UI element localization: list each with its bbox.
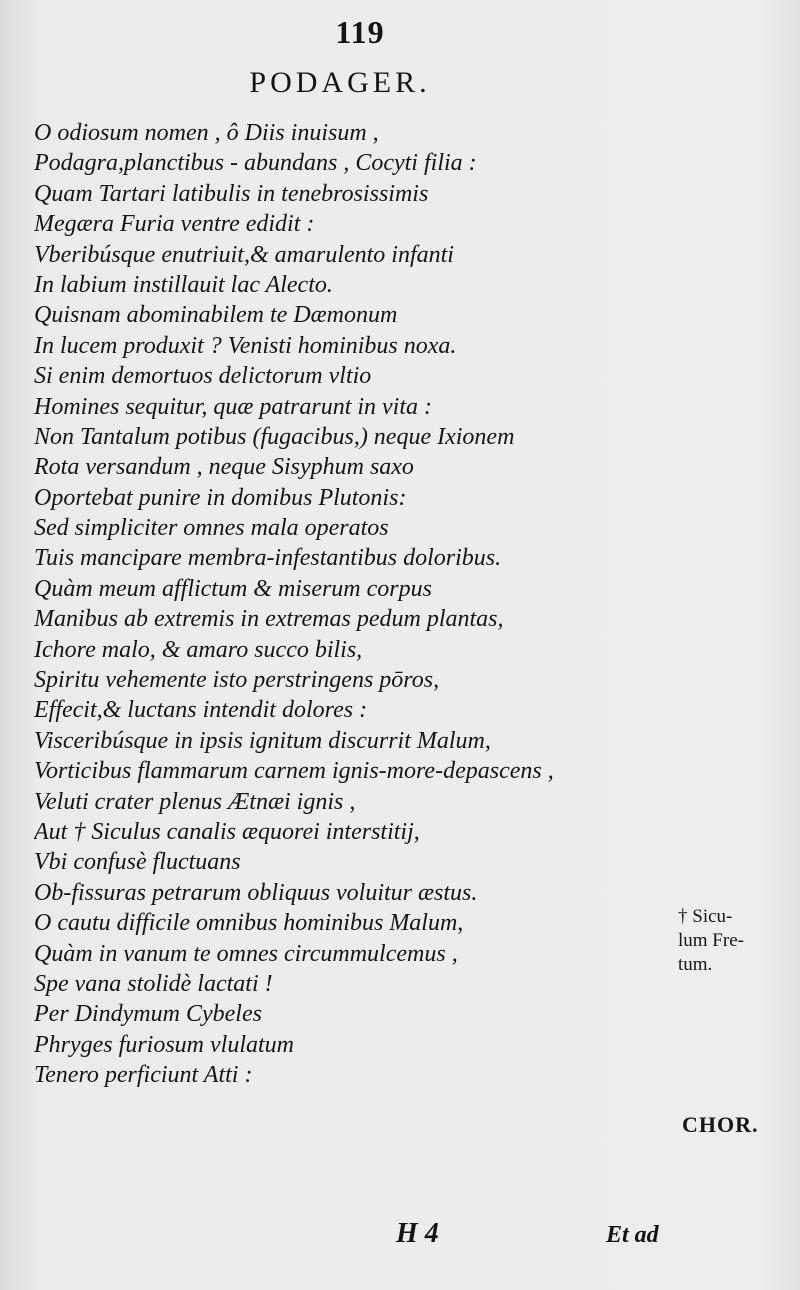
marginal-note-line: † Sicu-	[678, 906, 733, 927]
signature-mark: H 4	[396, 1218, 439, 1249]
verse-line: Visceribúsque in ipsis ignitum discurrit Malum,	[34, 727, 491, 754]
verse-line: Podagra,planctibus - abundans , Cocyti filia :	[34, 150, 477, 177]
marginal-note-line: lum Fre-	[678, 930, 744, 951]
verse-line: In lucem produxit ? Venisti hominibus noxa.	[34, 332, 457, 359]
catchword: Et ad	[606, 1222, 659, 1248]
verse-line: Quàm in vanum te omnes circummulcemus ,	[34, 940, 458, 967]
verse-line: Per Dindymum Cybeles	[34, 1001, 262, 1028]
verse-line: Manibus ab extremis in extremas pedum plantas,	[34, 606, 504, 633]
verse-line: Tuis mancipare membra-infestantibus doloribus.	[34, 545, 502, 572]
marginal-note-line: tum.	[678, 954, 713, 975]
verse-line: Vbi confusè fluctuans	[34, 849, 241, 876]
verse-line: Si enim demortuos delictorum vltio	[34, 363, 372, 390]
speaker-label: CHOR.	[682, 1112, 759, 1137]
verse-line: Ichore malo, & amaro succo bilis,	[34, 636, 363, 663]
page-number: 119	[335, 14, 385, 50]
verse-line: Vorticibus flammarum carnem ignis-more-depascens ,	[34, 758, 554, 785]
marginal-note	[678, 905, 788, 977]
verse-line: Spiritu vehemente isto perstringens pōros,	[34, 667, 440, 694]
verse-line: In labium instillauit lac Alecto.	[34, 271, 333, 298]
verse-line: Quam Tartari latibulis in tenebrosissimis	[34, 180, 429, 207]
verse-line: Aut † Siculus canalis æquorei interstitij,	[34, 818, 420, 845]
verse-line: Tenero perficiunt Atti :	[34, 1062, 253, 1089]
verse-line: Spe vana stolidè lactati !	[34, 970, 273, 997]
verse-line: Quisnam abominabilem te Dæmonum	[34, 302, 398, 329]
verse-text	[34, 118, 674, 1091]
verse-line: Phryges furiosum vlulatum	[34, 1031, 294, 1058]
verse-line: Megæra Furia ventre edidit :	[34, 211, 315, 238]
verse-line: Effecit,& luctans intendit dolores :	[34, 697, 368, 724]
verse-line: Sed simpliciter omnes mala operatos	[34, 515, 389, 542]
verse-line: Homines sequitur, quæ patrarunt in vita :	[34, 393, 433, 420]
verse-line: O odiosum nomen , ô Diis inuisum ,	[34, 120, 379, 146]
verse-line: Vberibúsque enutriuit,& amarulento infanti	[34, 241, 454, 268]
verse-line: O cautu difficile omnibus hominibus Malum,	[34, 910, 464, 937]
verse-line: Veluti crater plenus Ætnæi ignis ,	[34, 788, 356, 815]
verse-line: Quàm meum afflictum & miserum corpus	[34, 575, 432, 602]
verse-line: Ob-fissuras petrarum obliquus voluitur æstus.	[34, 879, 478, 906]
verse-line: Rota versandum , neque Sisyphum saxo	[34, 454, 414, 481]
verse-line: Non Tantalum potibus (fugacibus,) neque Ixionem	[34, 423, 515, 450]
running-head: PODAGER.	[249, 66, 431, 99]
verse-line: Oportebat punire in domibus Plutonis:	[34, 484, 407, 511]
